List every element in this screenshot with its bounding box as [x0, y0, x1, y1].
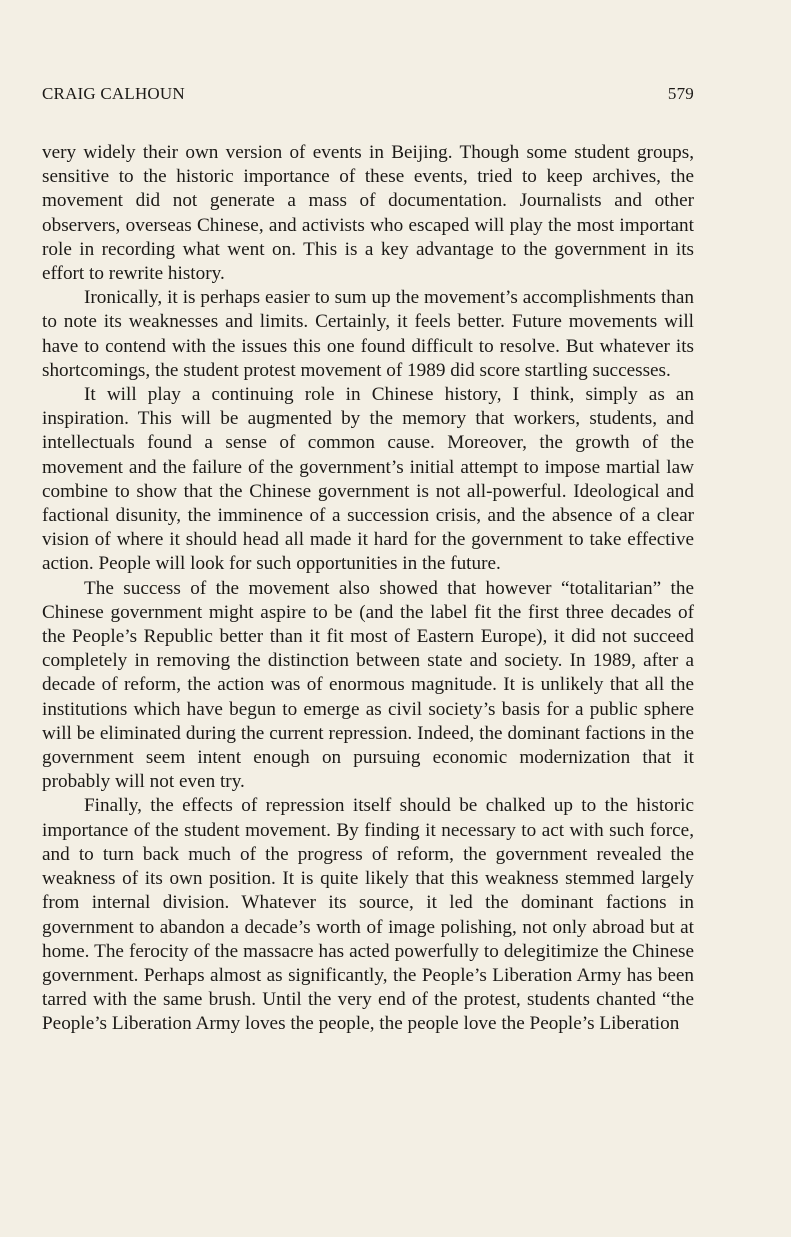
paragraph-repression: Finally, the effects of repression itself should be chalked up to the historic importance of the student movement. By finding it necessary to act with such force, and to turn back much of the progress of reform, the government revealed the weakness of its own position. It is quite likely that this weakness stemmed largely from internal division. Whatever its source, it led the dominant factions in government to abandon a decade’s worth of image polishing, not only abroad but at home. The ferocity of the massacre has acted powerfully to delegitimize the Chinese government. Perhaps almost as significantly, the People’s Liberation Army has been tarred with the same brush. Until the very end of the protest, students chanted “the People’s Liberation Army loves the people, the people love the People’s Liberation	[42, 795, 694, 1035]
body-text	[42, 141, 694, 1037]
running-head	[42, 84, 694, 108]
paragraph-state-society: The success of the movement also showed that however “totalitarian” the Chinese government might aspire to be (and the label fit the first three decades of the People’s Republic better than it fit most of Eastern Europe), it did not succeed completely in removing the distinction between state and society. In 1989, after a decade of reform, the action was of enormous magnitude. It is unlikely that all the institutions which have begun to emerge as civil society’s basis for a public sphere will be eliminated during the current repression. Indeed, the dominant factions in the government seem intent enough on pursuing economic modernization that it probably will not even try.	[42, 577, 694, 793]
paragraph-accomplishments: Ironically, it is perhaps easier to sum up the movement’s accomplishments than to note its weaknesses and limits. Certainly, it feels better. Future movements will have to contend with the issues this one found difficult to resolve. But whatever its shortcomings, the student protest movement of 1989 did score startling successes.	[42, 287, 694, 381]
page-number: 579	[667, 84, 694, 103]
paragraph-continued: very widely their own version of events in Beijing. Though some student groups, sensitive to the historic importance of these events, tried to keep archives, the movement did not generate a mass of documentation. Journalists and other observers, overseas Chinese, and activists who escaped will play the most important role in recording what went on. This is a key advantage to the government in its effort to rewrite history.	[42, 142, 694, 285]
paragraph-inspiration: It will play a continuing role in Chinese history, I think, simply as an inspiration. This will be augmented by the memory that workers, students, and intellectuals found a sense of common cause. Moreover, the growth of the movement and the failure of the government’s initial attempt to impose martial law combine to show that the Chinese government is not all-powerful. Ideological and factional disunity, the imminence of a succession crisis, and the absence of a clear vision of where it should head all made it hard for the government to take effective action. People will look for such opportunities in the future.	[42, 384, 694, 575]
running-head-author: CRAIG CALHOUN	[42, 84, 185, 103]
